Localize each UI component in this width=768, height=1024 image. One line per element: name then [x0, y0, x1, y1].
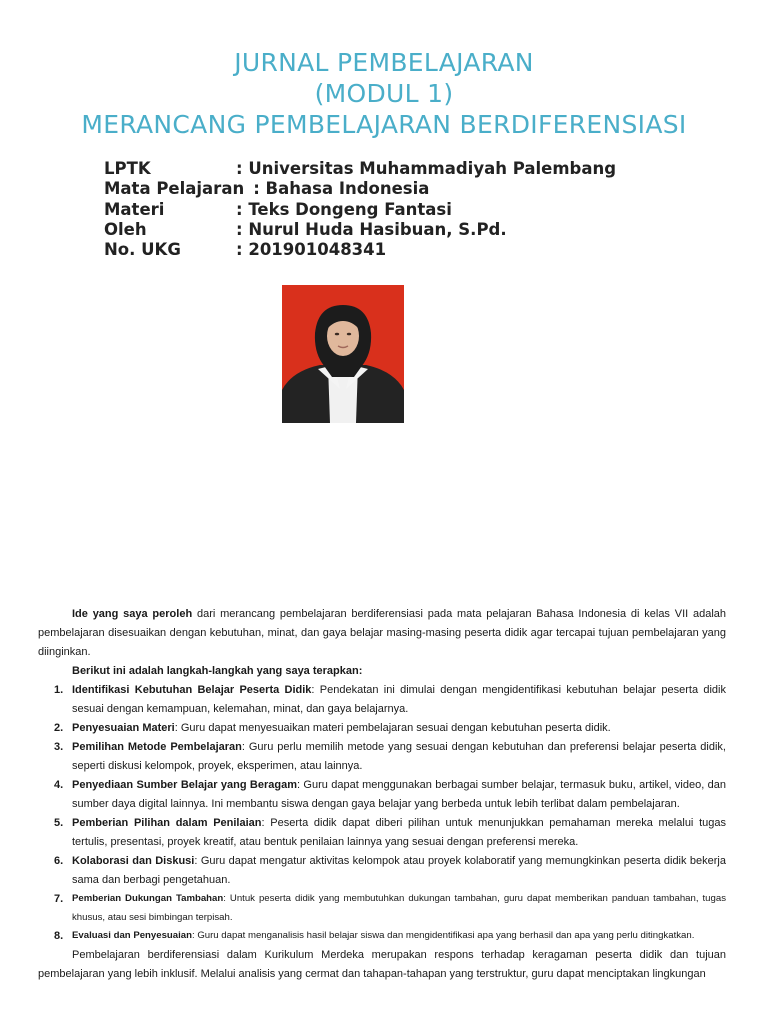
meta-row-mata-pelajaran: [104, 179, 616, 199]
step-term: Identifikasi Kebutuhan Belajar Peserta Didik: [72, 684, 312, 696]
meta-value: : Bahasa Indonesia: [253, 179, 430, 199]
intro-paragraph: [38, 605, 726, 662]
step-term: Penyesuaian Materi: [72, 722, 175, 734]
step-text: : Guru dapat menggunakan berbagai sumber belajar, termasuk buku, artikel, video, dan sumber daya digital lainnya. Ini membantu siswa dengan gaya belajar yang berbeda untuk lebih terlibat dalam pembelajaran.: [72, 779, 726, 810]
meta-value: : Nurul Huda Hasibuan, S.Pd.: [236, 219, 507, 239]
step-term: Evaluasi dan Penyesuaian: [72, 930, 192, 941]
step-number: 7.: [54, 893, 64, 905]
meta-label: LPTK: [104, 159, 151, 178]
meta-value: : Universitas Muhammadiyah Palembang: [236, 159, 617, 178]
step-term: Pemberian Dukungan Tambahan: [72, 893, 224, 904]
list-item: [38, 738, 726, 776]
meta-value: : 201901048341: [236, 240, 387, 260]
step-number: 3.: [54, 741, 64, 753]
list-item: [38, 776, 726, 814]
intro-text: dari merancang pembelajaran berdiferensiasi pada mata pelajaran Bahasa Indonesia di kelas VII adalah pembelajaran disesuaikan dengan kebutuhan, minat, dan gaya belajar masing-masing peserta didik agar tercapai tujuan pembelajaran yang diinginkan.: [38, 608, 727, 658]
step-text: : Pendekatan ini dimulai dengan mengidentifikasi kebutuhan belajar peserta didik sesuai dengan kemampuan, kelemahan, minat, dan gaya belajarnya.: [72, 684, 726, 715]
step-number: 6.: [54, 855, 64, 867]
step-text: : Guru dapat mengatur aktivitas kelompok atau proyek kolaboratif yang memungkinkan peserta didik bekerja sama dan berbagi pengetahuan.: [72, 855, 726, 886]
step-number: 5.: [54, 817, 64, 829]
document-metadata: [104, 159, 616, 260]
step-number: 1.: [54, 684, 64, 696]
step-number: 4.: [54, 779, 64, 791]
list-item: [38, 927, 726, 946]
list-item: [38, 890, 726, 927]
step-text: : Guru dapat menganalisis hasil belajar siswa dan mengidentifikasi apa yang berhasil dan apa yang perlu ditingkatkan.: [191, 930, 695, 941]
page-title-line-2: (MODUL 1): [314, 79, 454, 108]
page-title-line-1: JURNAL PEMBELAJARAN: [234, 48, 534, 77]
step-term: Penyediaan Sumber Belajar yang Beragam: [72, 779, 297, 791]
closing-paragraph: Pembelajaran berdiferensiasi dalam Kurikulum Merdeka merupakan respons terhadap keragaman peserta didik dan tujuan pembelajaran yang lebih inklusif. Melalui analisis yang cermat dan tahapan-tahapan yang terstruktur, guru dapat menciptakan lingkungan: [38, 948, 726, 980]
list-item: [38, 814, 726, 852]
meta-row-materi: [104, 200, 616, 220]
step-text: : Peserta didik dapat diberi pilihan untuk menunjukkan pemahaman mereka melalui tugas tertulis, presentasi, proyek kreatif, atau bentuk penilaian lainnya yang sesuai dengan preferensi mereka.: [72, 817, 726, 848]
meta-label: No. UKG: [104, 240, 181, 260]
meta-row-no-ukg: [104, 240, 616, 260]
portrait-illustration: [282, 285, 404, 423]
meta-row-lptk: [104, 159, 616, 179]
step-term: Kolaborasi dan Diskusi: [72, 855, 195, 867]
step-number: 2.: [54, 722, 64, 734]
intro-lead: Ide yang saya peroleh: [72, 608, 193, 620]
meta-row-oleh: [104, 220, 616, 240]
step-text: : Guru dapat menyesuaikan materi pembelajaran sesuai dengan kebutuhan peserta didik.: [174, 722, 611, 734]
journal-body: [38, 605, 726, 984]
meta-value: : Teks Dongeng Fantasi: [236, 199, 452, 219]
meta-label: Mata Pelajaran: [104, 179, 245, 199]
step-text: : Untuk peserta didik yang membutuhkan dukungan tambahan, guru dapat memberikan panduan tambahan, tugas khusus, atau sesi bimbingan terpisah.: [72, 893, 726, 923]
author-photo: [282, 285, 404, 423]
steps-list: [38, 681, 726, 946]
list-item: [38, 852, 726, 890]
page-title-line-3: MERANCANG PEMBELAJARAN BERDIFERENSIASI: [81, 110, 687, 139]
list-item: [38, 681, 726, 719]
list-item: [38, 719, 726, 738]
step-term: Pemilihan Metode Pembelajaran: [72, 741, 242, 753]
meta-label: Oleh: [104, 219, 147, 239]
step-term: Pemberian Pilihan dalam Penilaian: [72, 817, 262, 829]
steps-heading: Berikut ini adalah langkah-langkah yang saya terapkan:: [72, 665, 363, 677]
step-text: : Guru perlu memilih metode yang sesuai dengan kebutuhan dan preferensi belajar peserta didik, seperti diskusi kelompok, proyek, eksperimen, atau lainnya.: [72, 741, 726, 772]
step-number: 8.: [54, 930, 64, 942]
meta-label: Materi: [104, 199, 165, 219]
